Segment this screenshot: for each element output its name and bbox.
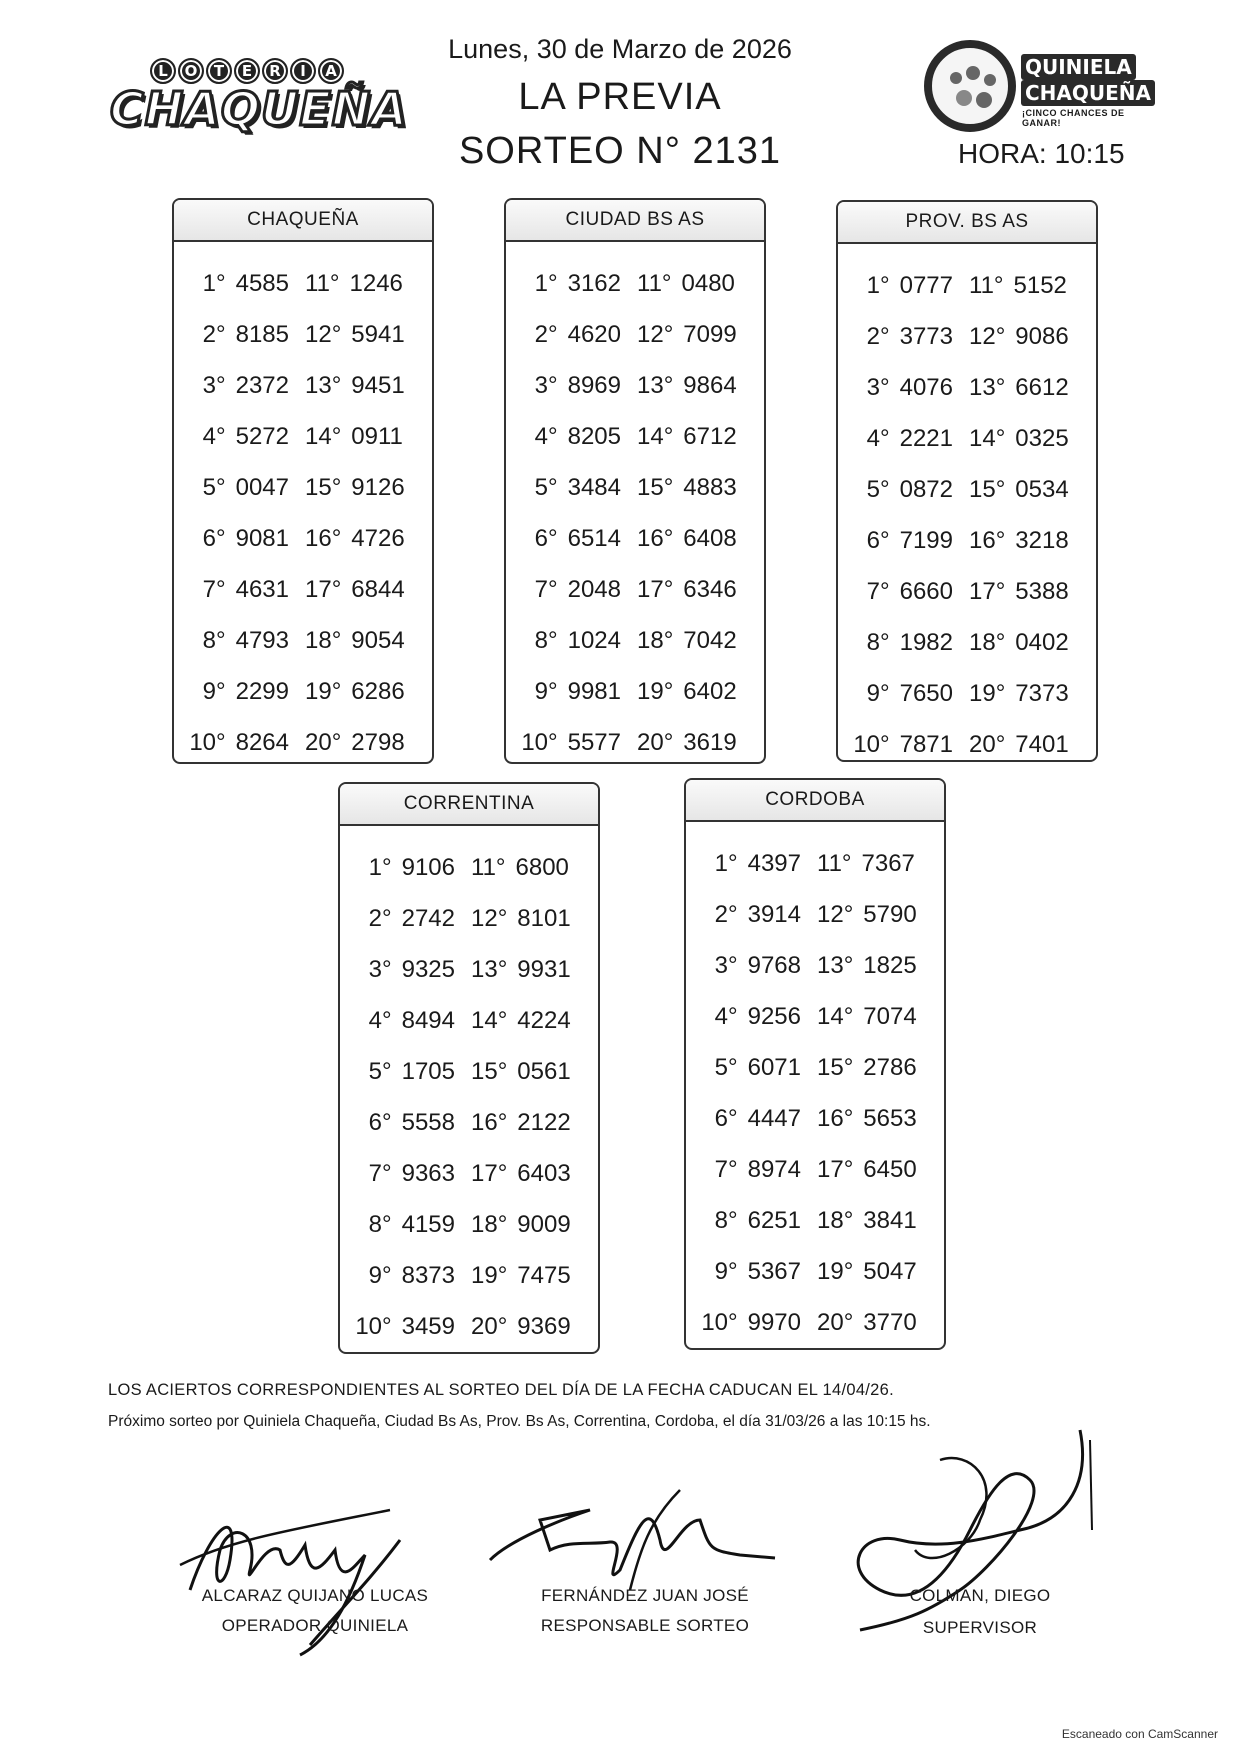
results-box-chaquena: [172, 198, 434, 764]
result-row: [838, 566, 1096, 617]
result-row: [340, 1199, 598, 1250]
result-row: [174, 360, 432, 411]
expiry-notice: LOS ACIERTOS CORRESPONDIENTES AL SORTEO DEL DÍA DE LA FECHA CADUCAN EL 14/04/26.: [108, 1381, 895, 1399]
drawn-number: 6402: [683, 677, 737, 705]
position-label: 13°: [817, 951, 854, 979]
draw-number: SORTEO N° 2131: [458, 130, 782, 172]
position-label: 14°: [817, 1002, 854, 1030]
drawn-number: 9106: [401, 853, 455, 881]
position-label: 9°: [368, 1261, 392, 1289]
position-label: 16°: [817, 1104, 854, 1132]
drawn-number: 9081: [235, 524, 289, 552]
drawn-number: 1705: [401, 1057, 455, 1085]
drawn-number: 7042: [683, 626, 737, 654]
drawn-number: 8101: [517, 904, 571, 932]
results-rows: [174, 258, 432, 768]
position-label: 2°: [202, 320, 226, 348]
drawn-number: 2372: [235, 371, 289, 399]
result-row: [506, 462, 764, 513]
drawn-number: 8205: [567, 422, 621, 450]
drawn-number: 2048: [567, 575, 621, 603]
position-label: 15°: [817, 1053, 854, 1081]
signature-colman: [820, 1420, 1120, 1640]
position-label: 16°: [969, 526, 1006, 554]
draw-date: Lunes, 30 de Marzo de 2026: [448, 34, 792, 64]
drawn-number: 6800: [515, 853, 569, 881]
quiniela-chaquena-logo: [924, 40, 1164, 130]
drawn-number: 5367: [747, 1257, 801, 1285]
result-row: [340, 1250, 598, 1301]
position-label: 17°: [817, 1155, 854, 1183]
result-row: [174, 462, 432, 513]
result-row: [838, 362, 1096, 413]
position-label: 20°: [817, 1308, 854, 1336]
logo-letter: O: [178, 58, 204, 84]
position-label: 8°: [714, 1206, 738, 1234]
drawn-number: 8494: [401, 1006, 455, 1034]
box-title: PROV. BS AS: [838, 202, 1096, 244]
drawn-number: 5941: [351, 320, 405, 348]
position-label: 7°: [202, 575, 226, 603]
signatory-role-1: OPERADOR QUINIELA: [221, 1616, 409, 1635]
position-label: 17°: [637, 575, 674, 603]
result-row: [340, 1097, 598, 1148]
drawn-number: 1982: [899, 628, 953, 656]
drawn-number: 7199: [899, 526, 953, 554]
position-label: 4°: [368, 1006, 392, 1034]
drawn-number: 0872: [899, 475, 953, 503]
results-rows: [506, 258, 764, 768]
logo-letter: R: [262, 58, 288, 84]
drawn-number: 4631: [235, 575, 289, 603]
position-label: 10°: [355, 1312, 392, 1340]
box-title: CORRENTINA: [340, 784, 598, 826]
signatory-name-1: ALCARAZ QUIJANO LUCAS: [201, 1586, 429, 1605]
result-row: [174, 513, 432, 564]
signatory-role-2: RESPONSABLE SORTEO: [540, 1616, 750, 1635]
position-label: 20°: [637, 728, 674, 756]
result-row: [686, 991, 944, 1042]
signatory-role-3: SUPERVISOR: [922, 1618, 1038, 1637]
drawn-number: 2122: [517, 1108, 571, 1136]
position-label: 6°: [714, 1104, 738, 1132]
position-label: 7°: [368, 1159, 392, 1187]
position-label: 1°: [866, 271, 890, 299]
position-label: 6°: [368, 1108, 392, 1136]
drawn-number: 0777: [899, 271, 953, 299]
position-label: 10°: [189, 728, 226, 756]
result-row: [686, 1246, 944, 1297]
position-label: 1°: [368, 853, 392, 881]
result-row: [686, 1297, 944, 1348]
result-row: [506, 717, 764, 768]
result-row: [686, 889, 944, 940]
result-row: [838, 464, 1096, 515]
drawn-number: 0325: [1015, 424, 1069, 452]
position-label: 20°: [471, 1312, 508, 1340]
logo-right-word2: CHAQUEÑA: [1021, 80, 1155, 106]
drawn-number: 2786: [863, 1053, 917, 1081]
position-label: 18°: [817, 1206, 854, 1234]
drawn-number: 0480: [681, 269, 735, 297]
drawn-number: 6450: [863, 1155, 917, 1183]
drawn-number: 7373: [1015, 679, 1069, 707]
position-label: 3°: [368, 955, 392, 983]
position-label: 15°: [969, 475, 1006, 503]
box-title: CORDOBA: [686, 780, 944, 822]
signature-fernandez: [480, 1480, 780, 1600]
position-label: 3°: [202, 371, 226, 399]
logo-right-tagline: ¡CINCO CHANCES DE GANAR!: [1022, 108, 1125, 128]
drawn-number: 4076: [899, 373, 953, 401]
drawn-number: 6660: [899, 577, 953, 605]
result-row: [686, 1195, 944, 1246]
position-label: 18°: [637, 626, 674, 654]
drawn-number: 8185: [235, 320, 289, 348]
position-label: 4°: [534, 422, 558, 450]
position-label: 5°: [368, 1057, 392, 1085]
result-row: [686, 940, 944, 991]
result-row: [506, 615, 764, 666]
drawn-number: 8969: [567, 371, 621, 399]
drawn-number: 9009: [517, 1210, 571, 1238]
drawn-number: 9970: [747, 1308, 801, 1336]
drawn-number: 4159: [401, 1210, 455, 1238]
drawn-number: 9126: [351, 473, 405, 501]
result-row: [838, 617, 1096, 668]
drawn-number: 5272: [235, 422, 289, 450]
drawn-number: 9256: [747, 1002, 801, 1030]
position-label: 15°: [471, 1057, 508, 1085]
drawn-number: 6612: [1015, 373, 1069, 401]
position-label: 4°: [714, 1002, 738, 1030]
drawn-number: 4620: [567, 320, 621, 348]
drawn-number: 0561: [517, 1057, 571, 1085]
position-label: 1°: [534, 269, 558, 297]
position-label: 20°: [305, 728, 342, 756]
position-label: 12°: [817, 900, 854, 928]
drawn-number: 8974: [747, 1155, 801, 1183]
drawn-number: 5653: [863, 1104, 917, 1132]
position-label: 19°: [637, 677, 674, 705]
signatory-name-2: FERNÁNDEZ JUAN JOSÉ: [541, 1586, 749, 1605]
position-label: 6°: [866, 526, 890, 554]
drawn-number: 0911: [351, 422, 403, 450]
drawn-number: 3218: [1015, 526, 1069, 554]
position-label: 10°: [853, 730, 890, 758]
logo-right-word1: QUINIELA: [1021, 54, 1136, 80]
result-row: [838, 719, 1096, 770]
position-label: 3°: [534, 371, 558, 399]
result-row: [174, 615, 432, 666]
drawn-number: 3459: [401, 1312, 455, 1340]
box-title: CHAQUEÑA: [174, 200, 432, 242]
drawn-number: 9864: [683, 371, 737, 399]
position-label: 11°: [817, 849, 852, 877]
results-rows: [686, 838, 944, 1348]
position-label: 19°: [817, 1257, 854, 1285]
next-draw-notice: Próximo sorteo por Quiniela Chaqueña, Ciudad Bs As, Prov. Bs As, Correntina, Cordoba, el día 31/03/26 a las 10:15 hs.: [108, 1413, 931, 1430]
position-label: 13°: [969, 373, 1006, 401]
position-label: 17°: [471, 1159, 508, 1187]
position-label: 14°: [305, 422, 342, 450]
drawn-number: 6712: [683, 422, 737, 450]
drawn-number: 7871: [899, 730, 953, 758]
result-row: [174, 309, 432, 360]
drawn-number: 9768: [747, 951, 801, 979]
position-label: 1°: [202, 269, 226, 297]
drawn-number: 7401: [1015, 730, 1069, 758]
position-label: 8°: [368, 1210, 392, 1238]
result-row: [686, 838, 944, 889]
position-label: 10°: [521, 728, 558, 756]
position-label: 7°: [866, 577, 890, 605]
scanner-watermark: Escaneado con CamScanner: [1061, 1727, 1218, 1741]
position-label: 11°: [305, 269, 340, 297]
result-row: [506, 309, 764, 360]
position-label: 15°: [637, 473, 674, 501]
position-label: 14°: [969, 424, 1006, 452]
results-box-cordoba: [684, 778, 946, 1350]
drawn-number: 7074: [863, 1002, 917, 1030]
drawn-number: 9363: [401, 1159, 455, 1187]
result-row: [340, 944, 598, 995]
position-label: 9°: [866, 679, 890, 707]
drawn-number: 9451: [351, 371, 405, 399]
position-label: 4°: [866, 424, 890, 452]
drawn-number: 6286: [351, 677, 405, 705]
drawn-number: 8373: [401, 1261, 455, 1289]
result-row: [174, 564, 432, 615]
position-label: 12°: [637, 320, 674, 348]
result-row: [174, 666, 432, 717]
result-row: [506, 411, 764, 462]
drawn-number: 0534: [1015, 475, 1069, 503]
result-row: [340, 995, 598, 1046]
drawn-number: 5558: [401, 1108, 455, 1136]
drawn-number: 5047: [863, 1257, 917, 1285]
drawn-number: 3162: [567, 269, 621, 297]
position-label: 2°: [866, 322, 890, 350]
draw-time: HORA: 10:15: [958, 138, 1125, 169]
drawn-number: 5790: [863, 900, 917, 928]
result-row: [506, 360, 764, 411]
drawn-number: 4224: [517, 1006, 571, 1034]
position-label: 10°: [701, 1308, 738, 1336]
drawn-number: 1246: [349, 269, 403, 297]
position-label: 7°: [534, 575, 558, 603]
position-label: 13°: [305, 371, 342, 399]
drawn-number: 8264: [235, 728, 289, 756]
drawn-number: 4585: [235, 269, 289, 297]
position-label: 16°: [305, 524, 342, 552]
position-label: 6°: [202, 524, 226, 552]
position-label: 11°: [471, 853, 506, 881]
drawn-number: 2221: [899, 424, 953, 452]
results-box-ciudad-bs-as: [504, 198, 766, 764]
drawn-number: 3841: [863, 1206, 917, 1234]
logo-letter: L: [150, 58, 176, 84]
result-row: [340, 1301, 598, 1352]
drawn-number: 2742: [401, 904, 455, 932]
position-label: 4°: [202, 422, 226, 450]
drawn-number: 9325: [401, 955, 455, 983]
position-label: 18°: [305, 626, 342, 654]
drawn-number: 4726: [351, 524, 405, 552]
drawn-number: 3484: [567, 473, 621, 501]
position-label: 1°: [714, 849, 738, 877]
result-row: [838, 260, 1096, 311]
result-row: [838, 413, 1096, 464]
logo-letter: E: [234, 58, 260, 84]
logo-letter: I: [290, 58, 316, 84]
drawn-number: 2798: [351, 728, 405, 756]
drawn-number: 4447: [747, 1104, 801, 1132]
position-label: 5°: [202, 473, 226, 501]
logo-left-wordmark: CHAQUEÑA: [110, 82, 408, 136]
position-label: 2°: [534, 320, 558, 348]
results-rows: [838, 260, 1096, 770]
drawn-number: 0047: [235, 473, 289, 501]
drawn-number: 3619: [683, 728, 737, 756]
position-label: 3°: [866, 373, 890, 401]
position-label: 8°: [202, 626, 226, 654]
results-rows: [340, 842, 598, 1352]
position-label: 6°: [534, 524, 558, 552]
position-label: 12°: [305, 320, 342, 348]
result-row: [506, 564, 764, 615]
position-label: 19°: [471, 1261, 508, 1289]
result-row: [340, 1148, 598, 1199]
drawn-number: 7650: [899, 679, 953, 707]
position-label: 19°: [969, 679, 1006, 707]
drawn-number: 3773: [899, 322, 953, 350]
result-row: [686, 1144, 944, 1195]
drawn-number: 9981: [567, 677, 621, 705]
result-row: [340, 893, 598, 944]
position-label: 15°: [305, 473, 342, 501]
drawn-number: 1825: [863, 951, 917, 979]
position-label: 19°: [305, 677, 342, 705]
results-box-prov-bs-as: [836, 200, 1098, 762]
position-label: 12°: [471, 904, 508, 932]
result-row: [686, 1042, 944, 1093]
logo-balls-icon: [924, 40, 1016, 132]
drawn-number: 6403: [517, 1159, 571, 1187]
drawn-number: 9086: [1015, 322, 1069, 350]
drawn-number: 6346: [683, 575, 737, 603]
result-row: [838, 311, 1096, 362]
position-label: 5°: [866, 475, 890, 503]
drawn-number: 5388: [1015, 577, 1069, 605]
drawn-number: 5152: [1013, 271, 1067, 299]
position-label: 9°: [534, 677, 558, 705]
drawn-number: 6251: [747, 1206, 801, 1234]
position-label: 3°: [714, 951, 738, 979]
drawn-number: 5577: [567, 728, 621, 756]
drawn-number: 7475: [517, 1261, 571, 1289]
position-label: 9°: [714, 1257, 738, 1285]
drawn-number: 3914: [747, 900, 801, 928]
result-row: [838, 668, 1096, 719]
position-label: 16°: [637, 524, 674, 552]
drawn-number: 9931: [517, 955, 571, 983]
position-label: 16°: [471, 1108, 508, 1136]
result-row: [506, 666, 764, 717]
position-label: 14°: [637, 422, 674, 450]
position-label: 17°: [969, 577, 1006, 605]
drawn-number: 0402: [1015, 628, 1069, 656]
position-label: 7°: [714, 1155, 738, 1183]
position-label: 5°: [714, 1053, 738, 1081]
position-label: 17°: [305, 575, 342, 603]
position-label: 12°: [969, 322, 1006, 350]
position-label: 9°: [202, 677, 226, 705]
drawn-number: 3770: [863, 1308, 917, 1336]
drawn-number: 7099: [683, 320, 737, 348]
result-row: [506, 513, 764, 564]
page-title: LA PREVIA: [518, 76, 722, 118]
position-label: 5°: [534, 473, 558, 501]
results-box-correntina: [338, 782, 600, 1354]
position-label: 18°: [969, 628, 1006, 656]
result-row: [174, 258, 432, 309]
position-label: 14°: [471, 1006, 508, 1034]
logo-letter: T: [206, 58, 232, 84]
drawn-number: 7367: [861, 849, 915, 877]
result-row: [686, 1093, 944, 1144]
result-row: [838, 515, 1096, 566]
result-row: [506, 258, 764, 309]
position-label: 13°: [471, 955, 508, 983]
drawn-number: 4397: [747, 849, 801, 877]
result-row: [174, 411, 432, 462]
position-label: 11°: [637, 269, 672, 297]
drawn-number: 6071: [747, 1053, 801, 1081]
position-label: 11°: [969, 271, 1004, 299]
drawn-number: 6514: [567, 524, 621, 552]
drawn-number: 9369: [517, 1312, 571, 1340]
result-row: [174, 717, 432, 768]
drawn-number: 4883: [683, 473, 737, 501]
result-row: [340, 1046, 598, 1097]
position-label: 2°: [714, 900, 738, 928]
position-label: 13°: [637, 371, 674, 399]
drawn-number: 1024: [567, 626, 621, 654]
position-label: 20°: [969, 730, 1006, 758]
position-label: 8°: [534, 626, 558, 654]
drawn-number: 2299: [235, 677, 289, 705]
position-label: 8°: [866, 628, 890, 656]
position-label: 18°: [471, 1210, 508, 1238]
result-row: [340, 842, 598, 893]
signatory-name-3: COLMAN, DIEGO: [909, 1586, 1051, 1605]
drawn-number: 4793: [235, 626, 289, 654]
box-title: CIUDAD BS AS: [506, 200, 764, 242]
drawn-number: 6408: [683, 524, 737, 552]
position-label: 2°: [368, 904, 392, 932]
drawn-number: 6844: [351, 575, 405, 603]
drawn-number: 9054: [351, 626, 405, 654]
logo-letter: A: [318, 58, 344, 84]
